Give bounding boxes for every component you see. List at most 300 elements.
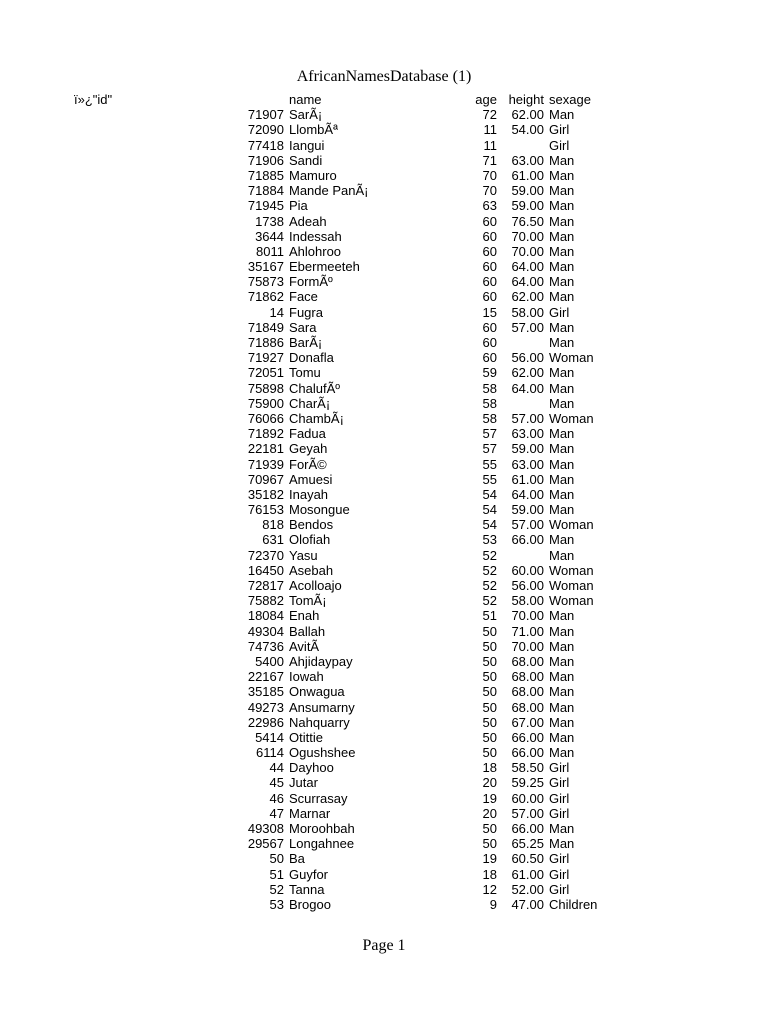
cell-name: ForÃ© (289, 456, 327, 472)
table-row (0, 502, 768, 517)
cell-height: 76.50 (511, 213, 544, 229)
cell-height: 59.00 (511, 441, 544, 457)
table-row (0, 107, 768, 122)
table-row (0, 441, 768, 456)
cell-id: 50 (269, 851, 284, 867)
table-row (0, 593, 768, 608)
cell-name: Brogoo (289, 896, 331, 912)
cell-height: 68.00 (511, 653, 544, 669)
table-row (0, 259, 768, 274)
cell-height: 57.00 (511, 410, 544, 426)
cell-id: 22181 (247, 441, 284, 457)
table-row (0, 897, 768, 912)
cell-age: 52 (482, 578, 497, 593)
cell-height: 63.00 (511, 152, 544, 168)
cell-id: 22986 (247, 714, 284, 730)
cell-name: Longahnee (289, 836, 355, 852)
header-id: ï»¿"id" (74, 92, 113, 107)
cell-name: Mande PanÃ¡ (289, 183, 369, 199)
cell-age: 15 (482, 304, 497, 320)
cell-height: 62.00 (511, 289, 544, 305)
cell-id: 71862 (247, 289, 284, 305)
cell-id: 71927 (247, 350, 284, 366)
cell-height: 58.00 (511, 304, 544, 320)
cell-height: 56.00 (511, 578, 544, 593)
cell-sexage: Girl (549, 760, 570, 776)
cell-age: 60 (482, 289, 497, 305)
cell-name: Sandi (289, 152, 323, 168)
cell-height: 52.00 (511, 881, 544, 897)
cell-id: 818 (262, 517, 284, 533)
table-row (0, 760, 768, 775)
cell-id: 45 (269, 775, 284, 791)
cell-height: 62.00 (511, 107, 544, 123)
table-header-row (0, 92, 768, 107)
cell-id: 71885 (247, 167, 284, 183)
cell-height: 59.00 (511, 183, 544, 199)
cell-name: Onwagua (289, 684, 345, 700)
cell-id: 35182 (247, 486, 284, 502)
cell-sexage: Woman (549, 350, 594, 366)
cell-height: 47.00 (511, 896, 544, 912)
table-row (0, 365, 768, 380)
table-row (0, 821, 768, 836)
cell-name: Enah (289, 608, 320, 624)
cell-id: 18084 (247, 608, 284, 624)
cell-name: Fugra (289, 304, 323, 320)
cell-height: 68.00 (511, 669, 544, 685)
names-table (0, 92, 768, 912)
cell-height: 66.00 (511, 821, 544, 836)
cell-sexage: Man (549, 183, 575, 199)
page-footer: Page 1 (362, 937, 406, 954)
cell-age: 19 (482, 790, 497, 806)
table-row (0, 669, 768, 684)
cell-name: Ansumarny (289, 699, 355, 715)
cell-id: 77418 (247, 137, 284, 153)
table-row (0, 730, 768, 745)
cell-id: 70967 (247, 471, 284, 487)
cell-name: LlombÃª (289, 122, 338, 138)
cell-height: 70.00 (511, 638, 544, 654)
table-row (0, 396, 768, 411)
table-row (0, 426, 768, 441)
cell-sexage: Man (549, 441, 575, 457)
cell-sexage: Man (549, 198, 575, 214)
cell-sexage: Man (549, 608, 575, 624)
cell-id: 75882 (247, 593, 284, 609)
cell-age: 52 (482, 562, 497, 578)
cell-id: 75873 (247, 274, 284, 290)
cell-sexage: Children (549, 896, 598, 912)
cell-name: Olofiah (289, 532, 331, 548)
cell-height: 70.00 (511, 243, 544, 259)
table-row (0, 168, 768, 183)
cell-id: 14 (269, 304, 284, 320)
table-row (0, 320, 768, 335)
table-row (0, 624, 768, 639)
cell-id: 5400 (255, 653, 284, 669)
cell-id: 52 (269, 881, 284, 897)
cell-id: 71886 (247, 335, 284, 350)
cell-name: Scurrasay (289, 790, 348, 806)
cell-id: 76066 (247, 410, 284, 426)
cell-age: 54 (482, 502, 497, 518)
cell-height: 56.00 (511, 350, 544, 366)
cell-age: 57 (482, 441, 497, 457)
cell-sexage: Girl (549, 137, 570, 153)
cell-sexage: Woman (549, 410, 594, 426)
cell-id: 71884 (247, 183, 284, 199)
cell-name: Iangui (289, 137, 325, 153)
table-row (0, 122, 768, 137)
cell-height: 63.00 (511, 456, 544, 472)
cell-name: Tanna (289, 881, 325, 897)
cell-sexage: Man (549, 502, 575, 518)
cell-name: Mosongue (289, 502, 350, 518)
cell-height: 64.00 (511, 380, 544, 396)
cell-id: 49308 (247, 821, 284, 836)
cell-sexage: Man (549, 821, 575, 836)
cell-age: 60 (482, 350, 497, 366)
cell-height: 57.00 (511, 517, 544, 533)
cell-sexage: Man (549, 319, 575, 335)
table-row (0, 472, 768, 487)
cell-sexage: Man (549, 167, 575, 183)
cell-id: 75900 (247, 395, 284, 411)
cell-name: Amuesi (289, 471, 333, 487)
cell-height: 65.25 (511, 836, 544, 852)
cell-age: 50 (482, 745, 497, 761)
cell-height: 60.00 (511, 562, 544, 578)
table-row (0, 244, 768, 259)
cell-id: 71945 (247, 198, 284, 214)
cell-age: 11 (483, 137, 497, 153)
cell-age: 57 (482, 426, 497, 442)
cell-id: 72370 (247, 547, 284, 563)
cell-sexage: Man (549, 395, 575, 411)
cell-id: 22167 (247, 669, 284, 685)
cell-sexage: Man (549, 745, 575, 761)
cell-id: 53 (269, 896, 284, 912)
cell-id: 35185 (247, 684, 284, 700)
cell-sexage: Man (549, 213, 575, 229)
cell-name: Face (289, 289, 318, 305)
cell-height: 60.00 (511, 790, 544, 806)
cell-sexage: Man (549, 289, 575, 305)
cell-sexage: Man (549, 836, 575, 852)
table-row (0, 867, 768, 882)
cell-name: ChambÃ¡ (289, 410, 344, 426)
table-row (0, 335, 768, 350)
cell-id: 72817 (247, 578, 284, 593)
cell-name: Dayhoo (289, 760, 334, 776)
table-row (0, 715, 768, 730)
cell-height: 71.00 (511, 623, 544, 639)
table-row (0, 153, 768, 168)
cell-age: 50 (482, 638, 497, 654)
cell-age: 54 (482, 517, 497, 533)
cell-height: 59.00 (511, 198, 544, 214)
cell-age: 50 (482, 699, 497, 715)
cell-height: 68.00 (511, 684, 544, 700)
cell-height: 59.00 (511, 502, 544, 518)
cell-name: AvitÃ (289, 638, 320, 654)
cell-height: 64.00 (511, 274, 544, 290)
table-row (0, 745, 768, 760)
cell-age: 63 (482, 198, 497, 214)
table-row (0, 608, 768, 623)
cell-height: 64.00 (511, 259, 544, 275)
cell-height: 68.00 (511, 699, 544, 715)
cell-age: 50 (482, 714, 497, 730)
cell-sexage: Girl (549, 866, 570, 882)
cell-name: TomÃ¡ (289, 593, 327, 609)
cell-height: 59.25 (511, 775, 544, 791)
table-row (0, 138, 768, 153)
cell-age: 50 (482, 653, 497, 669)
cell-id: 72051 (247, 365, 284, 381)
cell-name: Guyfor (289, 866, 329, 882)
cell-id: 5414 (255, 729, 284, 745)
cell-name: Ahjidaypay (289, 653, 353, 669)
table-row (0, 305, 768, 320)
cell-name: Ogushshee (289, 745, 356, 761)
cell-name: SarÃ¡ (289, 107, 323, 123)
table-row (0, 775, 768, 790)
cell-age: 18 (482, 866, 497, 882)
page-title: AfricanNamesDatabase (1) (296, 68, 472, 85)
table-row (0, 806, 768, 821)
cell-sexage: Woman (549, 562, 594, 578)
cell-name: Inayah (289, 486, 329, 502)
cell-height: 61.00 (511, 471, 544, 487)
cell-sexage: Man (549, 426, 575, 442)
cell-id: 71907 (247, 107, 284, 123)
table-row (0, 411, 768, 426)
cell-height: 66.00 (511, 729, 544, 745)
header-height: height (508, 92, 544, 107)
cell-height: 57.00 (511, 805, 544, 821)
cell-id: 75898 (247, 380, 284, 396)
cell-age: 70 (482, 167, 497, 183)
cell-age: 55 (482, 456, 497, 472)
table-row (0, 350, 768, 365)
cell-id: 74736 (247, 638, 284, 654)
table-row (0, 882, 768, 897)
cell-sexage: Man (549, 228, 575, 244)
cell-height: 58.00 (511, 593, 544, 609)
cell-age: 60 (482, 213, 497, 229)
table-row (0, 836, 768, 851)
header-sexage: sexage (549, 92, 591, 107)
table-row (0, 381, 768, 396)
cell-name: Donafla (289, 350, 334, 366)
table-row (0, 700, 768, 715)
table-row (0, 684, 768, 699)
cell-name: Iowah (289, 669, 324, 685)
cell-age: 18 (482, 760, 497, 776)
cell-age: 55 (482, 471, 497, 487)
cell-age: 12 (482, 881, 497, 897)
cell-sexage: Man (549, 532, 575, 548)
cell-name: Asebah (289, 562, 334, 578)
cell-age: 20 (482, 775, 497, 791)
cell-age: 70 (482, 183, 497, 199)
cell-sexage: Girl (549, 775, 570, 791)
table-row (0, 198, 768, 213)
cell-age: 58 (482, 380, 497, 396)
cell-name: Moroohbah (289, 821, 355, 836)
cell-age: 60 (482, 319, 497, 335)
cell-sexage: Man (549, 152, 575, 168)
cell-sexage: Man (549, 107, 575, 123)
table-row (0, 229, 768, 244)
cell-height: 70.00 (511, 228, 544, 244)
cell-id: 631 (262, 532, 284, 548)
cell-name: Bendos (289, 517, 334, 533)
cell-age: 60 (482, 228, 497, 244)
cell-sexage: Man (549, 380, 575, 396)
table-row (0, 791, 768, 806)
cell-name: Fadua (289, 426, 326, 442)
cell-age: 50 (482, 684, 497, 700)
cell-sexage: Man (549, 365, 575, 381)
header-age: age (475, 92, 497, 107)
cell-id: 71892 (247, 426, 284, 442)
cell-sexage: Woman (549, 517, 594, 533)
cell-age: 9 (489, 896, 497, 912)
cell-age: 53 (482, 532, 497, 548)
cell-sexage: Man (549, 547, 575, 563)
cell-sexage: Man (549, 274, 575, 290)
cell-sexage: Girl (549, 851, 570, 867)
cell-height: 62.00 (511, 365, 544, 381)
cell-age: 50 (482, 623, 497, 639)
cell-id: 71906 (247, 152, 284, 168)
cell-height: 64.00 (511, 486, 544, 502)
cell-sexage: Man (549, 335, 575, 350)
cell-name: Yasu (289, 547, 318, 563)
cell-sexage: Man (549, 456, 575, 472)
cell-name: Adeah (289, 213, 327, 229)
cell-sexage: Man (549, 486, 575, 502)
cell-sexage: Man (549, 243, 575, 259)
cell-id: 1738 (255, 213, 284, 229)
cell-name: Ahlohroo (289, 243, 342, 259)
cell-id: 29567 (247, 836, 284, 852)
cell-age: 19 (482, 851, 497, 867)
cell-name: Marnar (289, 805, 331, 821)
cell-sexage: Girl (549, 304, 570, 320)
cell-sexage: Man (549, 653, 575, 669)
cell-age: 50 (482, 821, 497, 836)
cell-name: ChalufÃº (289, 380, 340, 396)
table-row (0, 517, 768, 532)
cell-age: 11 (483, 122, 497, 138)
cell-id: 72090 (247, 122, 284, 138)
cell-name: CharÃ¡ (289, 395, 331, 411)
cell-age: 60 (482, 335, 497, 350)
cell-height: 58.50 (511, 760, 544, 776)
cell-sexage: Girl (549, 881, 570, 897)
cell-sexage: Man (549, 259, 575, 275)
cell-name: Indessah (289, 228, 342, 244)
cell-sexage: Girl (549, 790, 570, 806)
cell-height: 60.50 (511, 851, 544, 867)
cell-sexage: Man (549, 669, 575, 685)
table-row (0, 851, 768, 866)
cell-name: Pia (289, 198, 308, 214)
table-row (0, 639, 768, 654)
cell-id: 8011 (256, 243, 284, 259)
cell-id: 44 (269, 760, 284, 776)
cell-height: 66.00 (511, 532, 544, 548)
cell-id: 6114 (256, 745, 284, 761)
cell-age: 20 (482, 805, 497, 821)
cell-age: 50 (482, 836, 497, 852)
cell-sexage: Man (549, 699, 575, 715)
cell-height: 67.00 (511, 714, 544, 730)
cell-sexage: Man (549, 684, 575, 700)
cell-height: 66.00 (511, 745, 544, 761)
cell-sexage: Man (549, 471, 575, 487)
table-row (0, 532, 768, 547)
table-row (0, 457, 768, 472)
table-row (0, 563, 768, 578)
cell-age: 60 (482, 274, 497, 290)
table-body (0, 107, 768, 912)
cell-sexage: Woman (549, 593, 594, 609)
cell-id: 49304 (247, 623, 284, 639)
cell-age: 52 (482, 547, 497, 563)
table-row (0, 548, 768, 563)
cell-age: 52 (482, 593, 497, 609)
cell-name: Ballah (289, 623, 326, 639)
cell-id: 71939 (247, 456, 284, 472)
cell-id: 51 (269, 866, 284, 882)
cell-name: Sara (289, 319, 317, 335)
cell-age: 51 (482, 608, 497, 624)
cell-name: Nahquarry (289, 714, 350, 730)
cell-age: 60 (482, 259, 497, 275)
cell-sexage: Girl (549, 122, 570, 138)
cell-name: Geyah (289, 441, 328, 457)
cell-name: Ebermeeteh (289, 259, 360, 275)
cell-age: 50 (482, 669, 497, 685)
cell-id: 3644 (255, 228, 284, 244)
cell-name: Acolloajo (289, 578, 342, 593)
cell-height: 63.00 (511, 426, 544, 442)
header-name: name (289, 92, 322, 107)
table-row (0, 183, 768, 198)
cell-sexage: Woman (549, 578, 594, 593)
cell-id: 35167 (247, 259, 284, 275)
cell-height: 70.00 (511, 608, 544, 624)
table-row (0, 487, 768, 502)
table-row (0, 214, 768, 229)
cell-height: 54.00 (511, 122, 544, 138)
cell-sexage: Man (549, 638, 575, 654)
cell-name: Jutar (289, 775, 318, 791)
cell-id: 71849 (247, 319, 284, 335)
table-row (0, 274, 768, 289)
cell-age: 54 (482, 486, 497, 502)
cell-id: 47 (269, 805, 284, 821)
cell-age: 58 (482, 395, 497, 411)
cell-age: 71 (482, 152, 497, 168)
cell-height: 61.00 (511, 866, 544, 882)
